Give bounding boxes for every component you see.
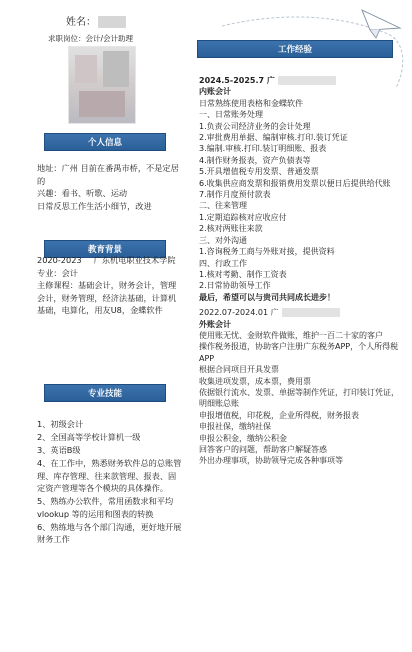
job1-group1-title: 一、日常账务处理: [199, 110, 263, 120]
job2-company-redacted: [282, 308, 340, 317]
photo-blur-c: [79, 91, 125, 117]
skill-item: 4、在工作中，熟悉财务软件总的总账管理、库存管理、往来款管理、报表、固定资产管理等各个模块的具体操作。: [37, 458, 182, 493]
job1-duty: 4.制作财务报表，资产负债表等: [199, 155, 311, 165]
personal-interests: 兴趣：看书、听歌、运动: [37, 188, 128, 198]
personal-reflection: 日常反思工作生活小细节，改进: [37, 200, 152, 211]
section-header-skills: 专业技能: [44, 384, 166, 402]
job1-role: 内账会计: [199, 87, 231, 97]
photo-blur-b: [103, 51, 129, 87]
job2-duty: 申报增值税，印花税，企业所得税，财务报表: [199, 410, 359, 420]
job2-duty: 申报公积金，缴纳公积金: [199, 433, 287, 443]
job1-group4-title: 四、行政工作: [199, 258, 247, 268]
job1-duty: 1.核对考勤、制作工资表: [199, 269, 287, 279]
job1-duty: 2.核对两账往来款: [199, 224, 263, 234]
job1-duty: 1.定期追踪核对应收应付: [199, 212, 287, 222]
job2-duty: 依据银行流水、发票、单据等制作凭证，打印装订凭证，明细账总账: [199, 387, 399, 409]
job2-duty: 使用账无忧、金财软件做账，维护一百二十家的客户: [199, 330, 383, 340]
profile-photo: [68, 46, 136, 124]
personal-info: [37, 162, 183, 212]
photo-blur-a: [75, 55, 97, 83]
section-header-personal: 个人信息: [44, 133, 166, 151]
left-column: [0, 0, 186, 652]
skill-item: 5、熟练办公软件，常用函数求和平均 vlookup 等的运用和图表的转换: [37, 496, 174, 519]
job2-duty: 外出办理事项，协助领导完成各种事项等: [199, 456, 343, 466]
section-header-work: 工作经验: [197, 40, 393, 58]
job1-closing: 最后，希望可以与贵司共同成长进步！: [199, 292, 335, 302]
education-major: 专业：会计: [37, 267, 78, 278]
job1-duty: 1.负责公司经济业务的会计处理: [199, 121, 311, 131]
job2-period: 2022.07-2024.01: [199, 308, 269, 318]
job1-duty: 1.咨询税务工商与外账对接，提供资料: [199, 247, 335, 257]
skills-list: [37, 418, 183, 546]
job1-duty: 6.收集供应商发票和报销费用发票以便日后提供给代账: [199, 178, 391, 188]
education-school: 广东机电职业技术学院: [93, 255, 176, 265]
job1-duty: 2.审批费用单据、编制审核.打印.装订凭证: [199, 133, 348, 143]
skill-item: 3、英语B级: [37, 445, 81, 455]
job1-duty: 7.制作月度预付款表: [199, 190, 271, 200]
job2-duty: 操作税务报道，协助客户注册广东税务APP，个人所得税 APP: [199, 342, 399, 363]
job1-period-line: [199, 75, 405, 86]
job2-period-line: [199, 307, 405, 318]
skill-item: 1、初级会计: [37, 419, 84, 429]
section-header-education: 教育背景: [44, 240, 166, 258]
education-info: [37, 254, 183, 317]
job2-role: 外账会计: [199, 319, 231, 329]
job2-company-initial: 广: [270, 308, 279, 318]
education-period: 2020-2023: [37, 255, 82, 265]
education-period-line: [37, 254, 183, 267]
name-label: 姓名：: [66, 17, 96, 28]
name-line: [66, 16, 126, 29]
job1-duty: 3.编制.审核.打印.装订明细账、报表: [199, 144, 327, 154]
job-intent: 求职岗位：会计/会计助理: [48, 34, 134, 43]
job1-duty: 2.日常协助领导工作: [199, 281, 271, 291]
job1-intro: 日常熟练使用表格和金蝶软件: [199, 98, 303, 108]
personal-address: 地址：广州 目前在番禺市桥，不是定居的: [37, 163, 179, 186]
job2-duty: 申报社保，缴纳社保: [199, 422, 271, 432]
job2-duty: 收集进项发票，成本票，费用票: [199, 376, 311, 386]
job2-duty: 回答客户的问题，帮助客户解疑答惑: [199, 445, 327, 454]
work-experience: [199, 75, 405, 467]
skill-item: 6、熟练地与各个部门沟通，更好地开展财务工作: [37, 521, 182, 544]
job2-duty: 根据合同项目开具发票: [199, 365, 279, 375]
job1-company-redacted: [278, 76, 336, 85]
skill-item: 2、全国高等学校计算机一级: [37, 432, 141, 442]
job1-duty: 5.开具增值税专用发票、普通发票: [199, 167, 319, 177]
job1-period: 2024.5-2025.7: [199, 76, 265, 85]
name-redacted: [98, 16, 126, 28]
job1-company-initial: 广: [266, 76, 275, 85]
education-courses: 主修课程：基础会计，财务会计，管理会计，财务管理，经济法基础，计算机基础，电算化，用友U8，金蝶软件: [37, 280, 177, 315]
job1-group3-title: 三、对外沟通: [199, 235, 247, 245]
job1-group2-title: 二、往来管理: [199, 201, 247, 211]
